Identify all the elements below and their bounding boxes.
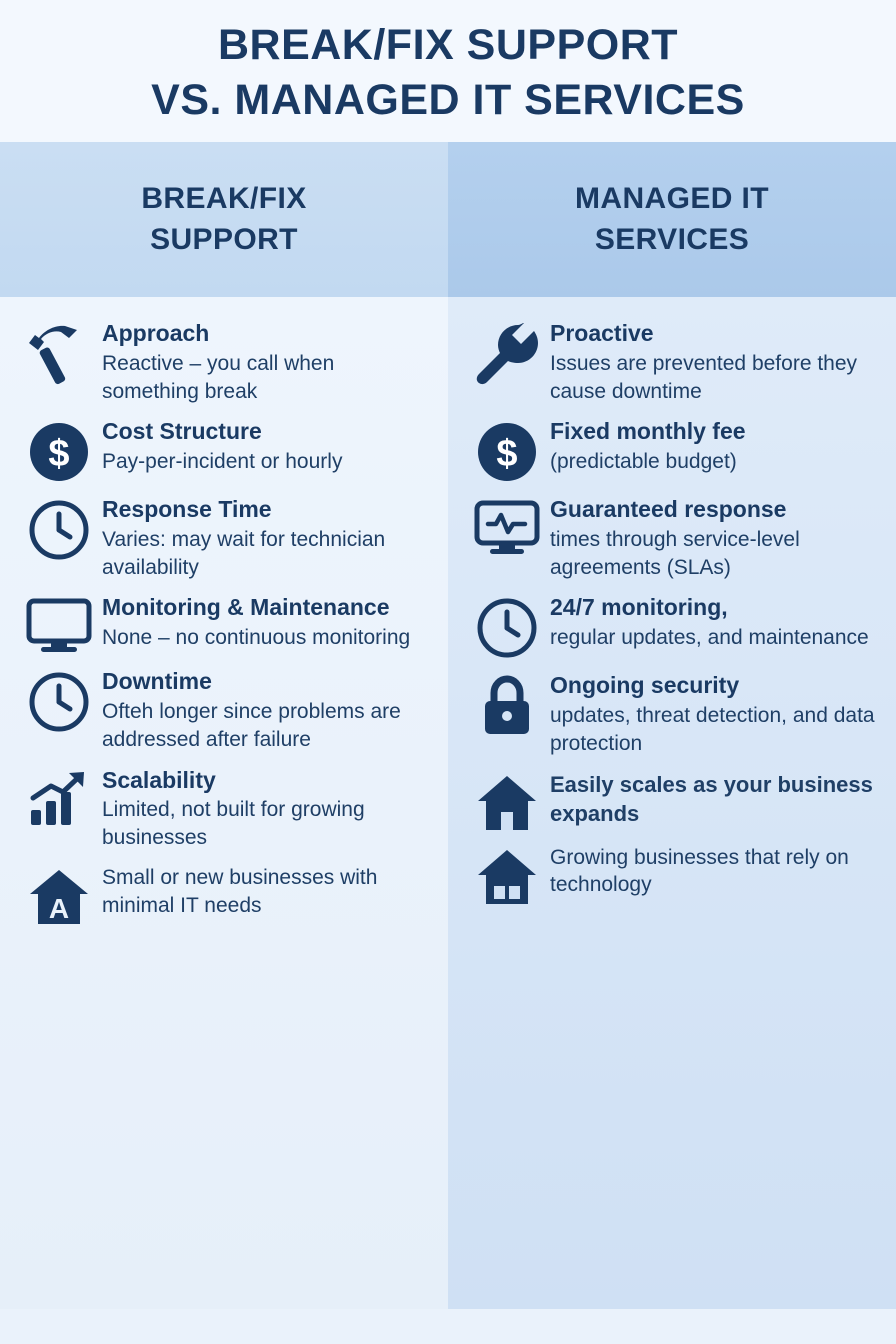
list-item-desc: Varies: may wait for technician availability [102, 528, 386, 579]
list-item [464, 671, 880, 757]
list-item-desc: Pay-per-incident or hourly [102, 450, 343, 473]
list-item [16, 319, 432, 405]
list-item-text [550, 417, 880, 475]
growth-chart-icon [16, 766, 102, 828]
dollar-circle-icon [464, 417, 550, 483]
wrench-icon [464, 319, 550, 385]
dollar-circle-icon [16, 417, 102, 483]
list-item-desc: Small or new businesses with minimal IT needs [102, 865, 378, 917]
list-item-heading: Proactive [550, 320, 654, 347]
list-item-desc: Ofteh longer since problems are addressed after failure [102, 700, 401, 751]
list-item [464, 495, 880, 581]
lock-icon [464, 671, 550, 737]
page-title-line-2: VS. MANAGED IT SERVICES [151, 76, 745, 125]
comparison-body [0, 297, 896, 1309]
list-item [464, 770, 880, 832]
list-item-desc: Growing businesses that rely on technology [550, 845, 849, 897]
monitor-pulse-icon [464, 495, 550, 557]
list-item-heading: Response Time [102, 496, 272, 523]
svg-text:A: A [48, 892, 70, 924]
list-item-heading: Cost Structure [102, 418, 262, 445]
list-item-heading: Scalability [102, 766, 216, 793]
svg-text:$: $ [496, 433, 518, 476]
column-header-right-label: MANAGED IT SERVICES [575, 182, 769, 256]
list-item-heading: Fixed monthly fee [550, 418, 746, 445]
list-item-text [102, 766, 432, 852]
list-item-desc: Limited, not built for growing businesses [102, 798, 365, 850]
list-item-desc: None – no continuous monitoring [102, 626, 411, 650]
hammer-icon [16, 319, 102, 385]
svg-text:$: $ [48, 433, 70, 476]
home-windows-icon [464, 844, 550, 906]
column-header-left-label: BREAK/FIX SUPPORT [141, 182, 307, 256]
column-header-right [448, 142, 896, 297]
list-item [16, 417, 432, 483]
list-item-text [550, 844, 880, 899]
clock-icon [16, 495, 102, 561]
list-item-text [550, 770, 880, 828]
list-item-heading: Ongoing security [550, 672, 740, 699]
list-item-heading: Downtime [102, 668, 212, 695]
list-item-text [550, 593, 880, 651]
list-item-desc: regular updates, and maintenance [550, 626, 869, 650]
title-block [0, 0, 896, 142]
list-item-text [102, 417, 432, 475]
monitor-icon [16, 593, 102, 655]
managed-it-column [448, 297, 896, 1309]
list-item [464, 844, 880, 906]
home-a-icon [16, 864, 102, 926]
list-item-heading: 24/7 monitoring, [550, 594, 728, 621]
list-item-text [102, 864, 432, 919]
list-item-desc: Easily scales as your business expands [550, 771, 873, 826]
list-item-text [102, 495, 432, 581]
list-item-heading: Approach [102, 320, 210, 347]
list-item-heading: Monitoring & Maintenance [102, 594, 390, 621]
list-item [16, 667, 432, 753]
list-item-text [102, 593, 432, 651]
list-item-desc: Reactive – you call when something break [102, 351, 335, 403]
list-item-desc: Issues are prevented before they cause downtime [550, 351, 858, 403]
home-icon [464, 770, 550, 832]
list-item-text [102, 319, 432, 405]
list-item [464, 593, 880, 659]
clock-icon [464, 593, 550, 659]
list-item-desc: updates, threat detection, and data protection [550, 704, 875, 755]
list-item [464, 417, 880, 483]
list-item [16, 593, 432, 655]
list-item-text [550, 319, 880, 405]
list-item-text [550, 495, 880, 581]
break-fix-column [0, 297, 448, 1309]
list-item-text [550, 671, 880, 757]
clock-icon [16, 667, 102, 733]
list-item-desc: times through service-level agreements (SLAs) [550, 528, 800, 579]
list-item-desc: (predictable budget) [550, 450, 737, 473]
list-item [464, 319, 880, 405]
column-header-left [0, 142, 448, 297]
page-title-line-1: BREAK/FIX SUPPORT [217, 21, 679, 69]
list-item [16, 766, 432, 852]
list-item-heading: Guaranteed response [550, 496, 787, 523]
list-item-text [102, 667, 432, 753]
list-item [16, 864, 432, 926]
column-header-band [0, 142, 896, 297]
list-item [16, 495, 432, 581]
